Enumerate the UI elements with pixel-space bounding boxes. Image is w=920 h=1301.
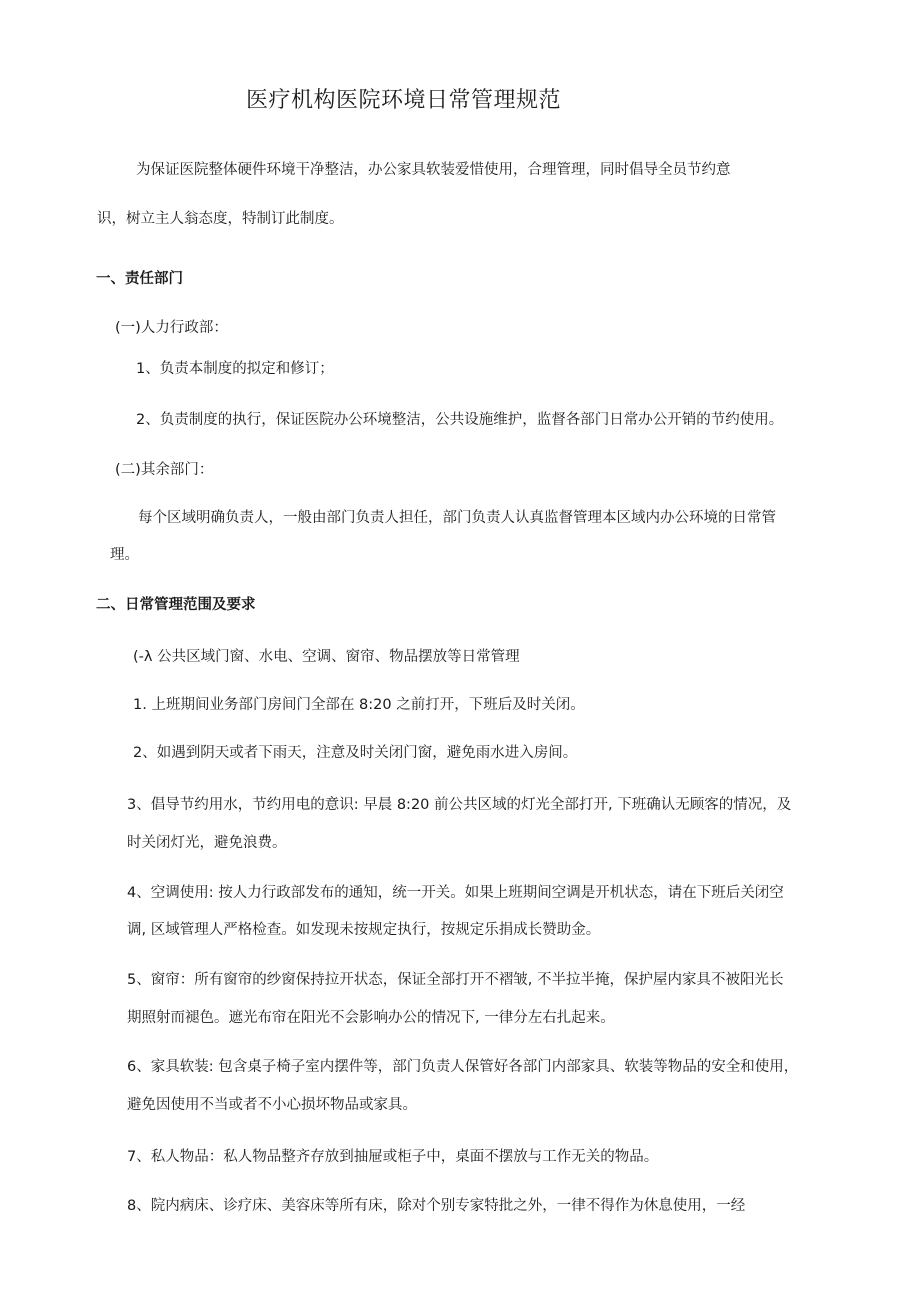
intro-line-1: 为保证医院整体硬件环境干净整洁，办公家具软装爱惜使用，合理管理，同时倡导全员节约意	[136, 162, 731, 178]
section-1-sub-2-line-2: 理。	[110, 547, 139, 563]
section-2-item-3-line-2: 时关闭灯光，避免浪费。	[127, 835, 287, 851]
section-1-sub-2-label: (二)其余部门：	[115, 462, 214, 478]
intro-line-2: 识，树立主人翁态度，特制订此制度。	[97, 211, 344, 227]
section-2-item-3-line-1: 3、倡导节约用水，节约用电的意识: 早晨 8:20 前公共区域的灯光全部打开, 下班确认无顾客的情况，及	[127, 797, 792, 813]
section-2-item-6-line-2: 避免因使用不当或者不小心损坏物品或家具。	[127, 1097, 417, 1113]
section-2-item-4-line-1: 4、空调使用: 按人力行政部发布的通知，统一开关。如果上班期间空调是开机状态，请在下班后关闭空	[127, 885, 784, 901]
section-2-item-4-line-2: 调, 区域管理人严格检查。如发现未按规定执行，按规定乐捐成长赞助金。	[127, 922, 601, 938]
section-2-item-2: 2、如遇到阴天或者下雨天，注意及时关闭门窗，避免雨水进入房间。	[133, 745, 578, 761]
section-2-item-5-line-1: 5、窗帘：所有窗帘的纱窗保持拉开状态，保证全部打开不褶皱, 不半拉半掩，保护屋内家具不被阳光长	[127, 972, 784, 988]
section-1-heading: 一、责任部门	[96, 271, 183, 287]
section-2-item-5-line-2: 期照射而褪色。遮光布帘在阳光不会影响办公的情况下, 一律分左右扎起来。	[127, 1010, 615, 1026]
section-1-item-2: 2、负责制度的执行，保证医院办公环境整洁，公共设施维护，监督各部门日常办公开销的节约使用。	[136, 412, 784, 428]
section-2-item-1: 1. 上班期间业务部门房间门全部在 8:20 之前打开，下班后及时关闭。	[133, 697, 585, 713]
section-2-item-6-line-1: 6、家具软装: 包含桌子椅子室内摆件等，部门负责人保管好各部门内部家具、软装等物品的安全和使用，	[127, 1059, 799, 1075]
section-1-sub-1-label: (一)人力行政部：	[115, 320, 228, 336]
section-1-item-1: 1、负责本制度的拟定和修订；	[136, 361, 334, 377]
document-title: 医疗机构医院环境日常管理规范	[246, 88, 562, 113]
section-2-heading: 二、日常管理范围及要求	[96, 597, 256, 613]
section-2-item-7: 7、私人物品：私人物品整齐存放到抽屉或柜子中，桌面不摆放与工作无关的物品。	[127, 1149, 659, 1165]
section-2-sub-1-label: (-λ 公共区域门窗、水电、空调、窗帘、物品摆放等日常管理	[133, 649, 520, 665]
section-1-sub-2-line-1: 每个区域明确负责人，一般由部门负责人担任，部门负责人认真监督管理本区域内办公环境的日常管	[138, 510, 776, 526]
section-2-item-8-line-1: 8、院内病床、诊疗床、美容床等所有床，除对个别专家特批之外，一律不得作为休息使用，一经	[127, 1198, 746, 1214]
